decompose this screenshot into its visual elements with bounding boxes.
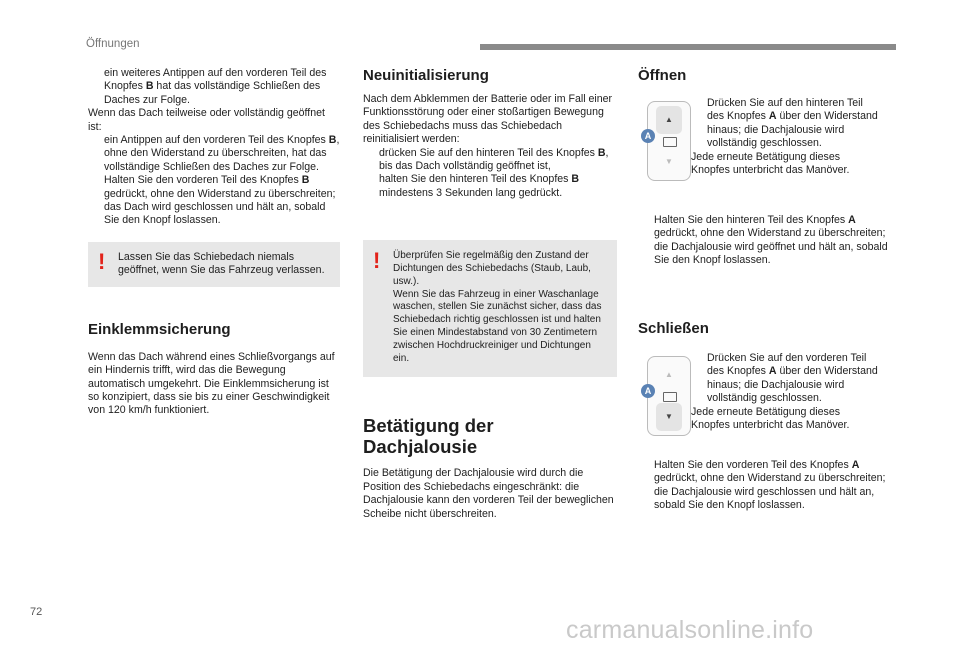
warning-text: Lassen Sie das Schiebedach niemals geöffnet, wenn Sie das Fahrzeug verlassen. xyxy=(118,250,325,277)
section-heading: Einklemmsicherung xyxy=(88,320,231,338)
bullet-item: Halten Sie den vorderen Teil des Knopfes A gedrückt, ohne den Widerstand zu überschreiten; die Dachjalousie wird geschlossen und hält an, sobald Sie den Knopf loslassen. xyxy=(654,459,886,512)
close-instructions xyxy=(691,352,881,432)
bullet-item: halten Sie den hinteren Teil des Knopfes B mindestens 3 Sekunden lang gedrückt. xyxy=(379,173,580,199)
arrow-down-icon: ▼ xyxy=(656,403,682,431)
bullet-item: Halten Sie den vorderen Teil des Knopfes B gedrückt, ohne den Widerstand zu überschreiten; das Dach wird geschlossen und hält an, sobald Sie den Knopf loslassen. xyxy=(104,174,336,227)
bullet-item: drücken Sie auf den hinteren Teil des Knopfes B, bis das Dach vollständig geöffnet ist, xyxy=(379,146,609,173)
warning-text: Wenn Sie das Fahrzeug in einer Waschanlage waschen, stellen Sie zunächst sicher, dass das Schiebedach richtig geschlossen ist und halten Sie einen Mindestabstand von 30 Zentimetern zwischen Hochdruckreiniger und Dichtungen ein. xyxy=(393,288,602,364)
roof-blind-icon xyxy=(663,392,677,402)
warning-text: Überprüfen Sie regelmäßig den Zustand der Dichtungen des Schiebedachs (Staub, Laub, usw.). xyxy=(393,250,591,287)
paragraph: Wenn das Dach teilweise oder vollständig geöffnet ist: xyxy=(88,107,325,133)
roof-blind-switch-illustration xyxy=(647,356,691,436)
arrow-up-icon: ▲ xyxy=(656,106,682,134)
header-bar xyxy=(480,44,896,50)
bullet-item: Halten Sie den hinteren Teil des Knopfes A gedrückt, ohne den Widerstand zu überschreiten; die Dachjalousie wird geöffnet und hält an, sobald Sie den Knopf loslassen. xyxy=(654,214,888,267)
section-title: Öffnungen xyxy=(86,38,140,50)
bullet-item: ein weiteres Antippen auf den vorderen Teil des Knopfes B hat das vollständige Schließen des Daches zur Folge. xyxy=(104,67,327,106)
page-number: 72 xyxy=(30,606,43,618)
paragraph: Die Betätigung der Dachjalousie wird durch die Position des Schiebedachs eingeschränkt: die Dachjalousie kann den vorderen Teil der beweglichen Scheibe nicht überschreiten. xyxy=(363,467,614,520)
watermark: carmanualsonline.info xyxy=(566,616,814,644)
note-text: Jede erneute Betätigung dieses Knopfes unterbricht das Manöver. xyxy=(691,405,850,432)
column-1 xyxy=(88,67,340,418)
bullet-item: Drücken Sie auf den hinteren Teil des Knopfes A über den Widerstand hinaus; die Dachjalousie wird vollständig geschlossen. xyxy=(707,97,878,150)
section-heading: Betätigung der Dachjalousie xyxy=(363,415,494,458)
section-heading: Neuinitialisierung xyxy=(363,67,489,84)
bullet-item: ein Antippen auf den vorderen Teil des Knopfes B, ohne den Widerstand zu überschreiten, hat das vollständige Schließen des Daches zur Folge. xyxy=(104,134,340,173)
column-3 xyxy=(638,67,898,85)
section-heading: Schließen xyxy=(638,320,709,337)
warning-icon: ! xyxy=(373,248,381,274)
section-heading: Öffnen xyxy=(638,67,687,84)
open-hold-instructions xyxy=(638,214,898,268)
roof-blind-switch-illustration xyxy=(647,101,691,181)
paragraph: Nach dem Abklemmen der Batterie oder im Fall einer Funktionsstörung oder einer stoßartigen Bewegung des Schiebedachs muss das Schiebedach reinitialisiert werden: xyxy=(363,93,613,146)
paragraph: Wenn das Dach während eines Schließvorgangs auf ein Hindernis trifft, wird das die Bewegung automatisch umgekehrt. Die Einklemmsicherung ist so konzipiert, dass sie bis zu einer Geschwindigkeit von 120 km/h funktioniert. xyxy=(88,350,335,417)
bullet-item: Drücken Sie auf den vorderen Teil des Knopfes A über den Widerstand hinaus; die Dachjalousie wird vollständig geschlossen. xyxy=(707,352,878,405)
button-a-badge: A xyxy=(641,129,655,143)
warning-box xyxy=(88,242,340,287)
note-text: Jede erneute Betätigung dieses Knopfes unterbricht das Manöver. xyxy=(691,150,850,177)
roof-blind-icon xyxy=(663,137,677,147)
arrow-down-icon: ▼ xyxy=(665,157,673,166)
warning-box xyxy=(363,240,617,377)
open-instructions xyxy=(691,97,881,177)
arrow-up-icon: ▲ xyxy=(665,370,673,379)
column-2 xyxy=(363,67,617,521)
warning-icon: ! xyxy=(98,248,106,274)
close-hold-instructions xyxy=(638,459,898,513)
button-a-badge: A xyxy=(641,384,655,398)
